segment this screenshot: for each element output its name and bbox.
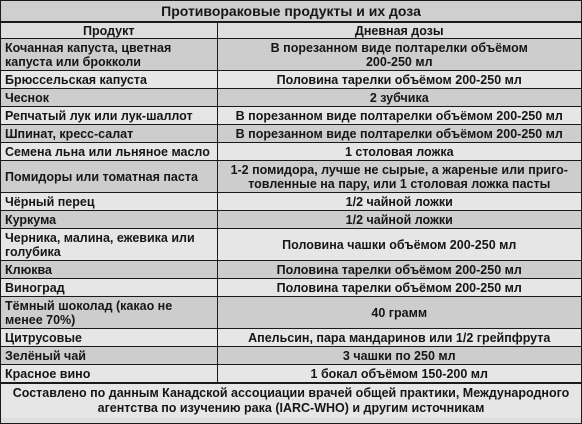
- table-row: [1, 107, 581, 125]
- product-cell: Цитрусовые: [1, 329, 217, 347]
- product-cell: Зелёный чай: [1, 347, 217, 365]
- table-row: [1, 261, 581, 279]
- table-row: [1, 143, 581, 161]
- product-cell: Помидоры или томатная паста: [1, 161, 217, 193]
- dose-cell: Половина тарелки объёмом 200-250 мл: [217, 279, 581, 297]
- table-row: [1, 279, 581, 297]
- dose-cell: В порезанном виде полтарелки объёмом 200-250 мл: [217, 39, 581, 71]
- food-dose-table: [1, 22, 581, 383]
- table-body: [1, 39, 581, 383]
- dose-cell: 1/2 чайной ложки: [217, 193, 581, 211]
- table-row: [1, 229, 581, 261]
- table-title: Противораковые продукты и их доза: [1, 1, 581, 22]
- product-cell: Куркума: [1, 211, 217, 229]
- table-row: [1, 297, 581, 329]
- dose-cell: В порезанном виде полтарелки объёмом 200-250 мл: [217, 107, 581, 125]
- product-cell: Красное вино: [1, 365, 217, 383]
- dose-cell: Половина тарелки объёмом 200-250 мл: [217, 261, 581, 279]
- product-cell: Семена льна или льняное масло: [1, 143, 217, 161]
- header-row: [1, 23, 581, 39]
- table-row: [1, 71, 581, 89]
- dose-cell: Половина чашки объёмом 200-250 мл: [217, 229, 581, 261]
- dose-cell: 1-2 помидора, лучше не сырые, а жареные или приго- товленные на пару, или 1 столовая ложка пасты: [217, 161, 581, 193]
- dose-cell: В порезанном виде полтарелки объёмом 200-250 мл: [217, 125, 581, 143]
- header-dose: Дневная дозы: [217, 23, 581, 39]
- dose-cell: 1 бокал объёмом 150-200 мл: [217, 365, 581, 383]
- product-cell: Виноград: [1, 279, 217, 297]
- product-cell: Клюква: [1, 261, 217, 279]
- table-row: [1, 89, 581, 107]
- product-cell: Кочанная капуста, цветная капуста или брокколи: [1, 39, 217, 71]
- table-row: [1, 161, 581, 193]
- dose-cell: 3 чашки по 250 мл: [217, 347, 581, 365]
- table-row: [1, 39, 581, 71]
- table-row: [1, 193, 581, 211]
- table-row: [1, 365, 581, 383]
- dose-cell: 1/2 чайной ложки: [217, 211, 581, 229]
- dose-cell: 1 столовая ложка: [217, 143, 581, 161]
- product-cell: Черника, малина, ежевика или голубика: [1, 229, 217, 261]
- product-cell: Брюссельская капуста: [1, 71, 217, 89]
- table-row: [1, 125, 581, 143]
- dose-cell: 40 грамм: [217, 297, 581, 329]
- dose-cell: Апельсин, пара мандаринов или 1/2 грейпфрута: [217, 329, 581, 347]
- product-cell: Чёрный перец: [1, 193, 217, 211]
- table-row: [1, 329, 581, 347]
- table-row: [1, 347, 581, 365]
- product-cell: Репчатый лук или лук-шаллот: [1, 107, 217, 125]
- source-footnote: Составлено по данным Канадской ассоциации врачей общей практики, Международного агентства по изучению рака (IARC-WHO) и другим источникам: [1, 383, 581, 418]
- product-cell: Чеснок: [1, 89, 217, 107]
- header-product: Продукт: [1, 23, 217, 39]
- product-cell: Тёмный шоколад (какао не менее 70%): [1, 297, 217, 329]
- dose-cell: 2 зубчика: [217, 89, 581, 107]
- dose-cell: Половина тарелки объёмом 200-250 мл: [217, 71, 581, 89]
- product-cell: Шпинат, кресс-салат: [1, 125, 217, 143]
- table-row: [1, 211, 581, 229]
